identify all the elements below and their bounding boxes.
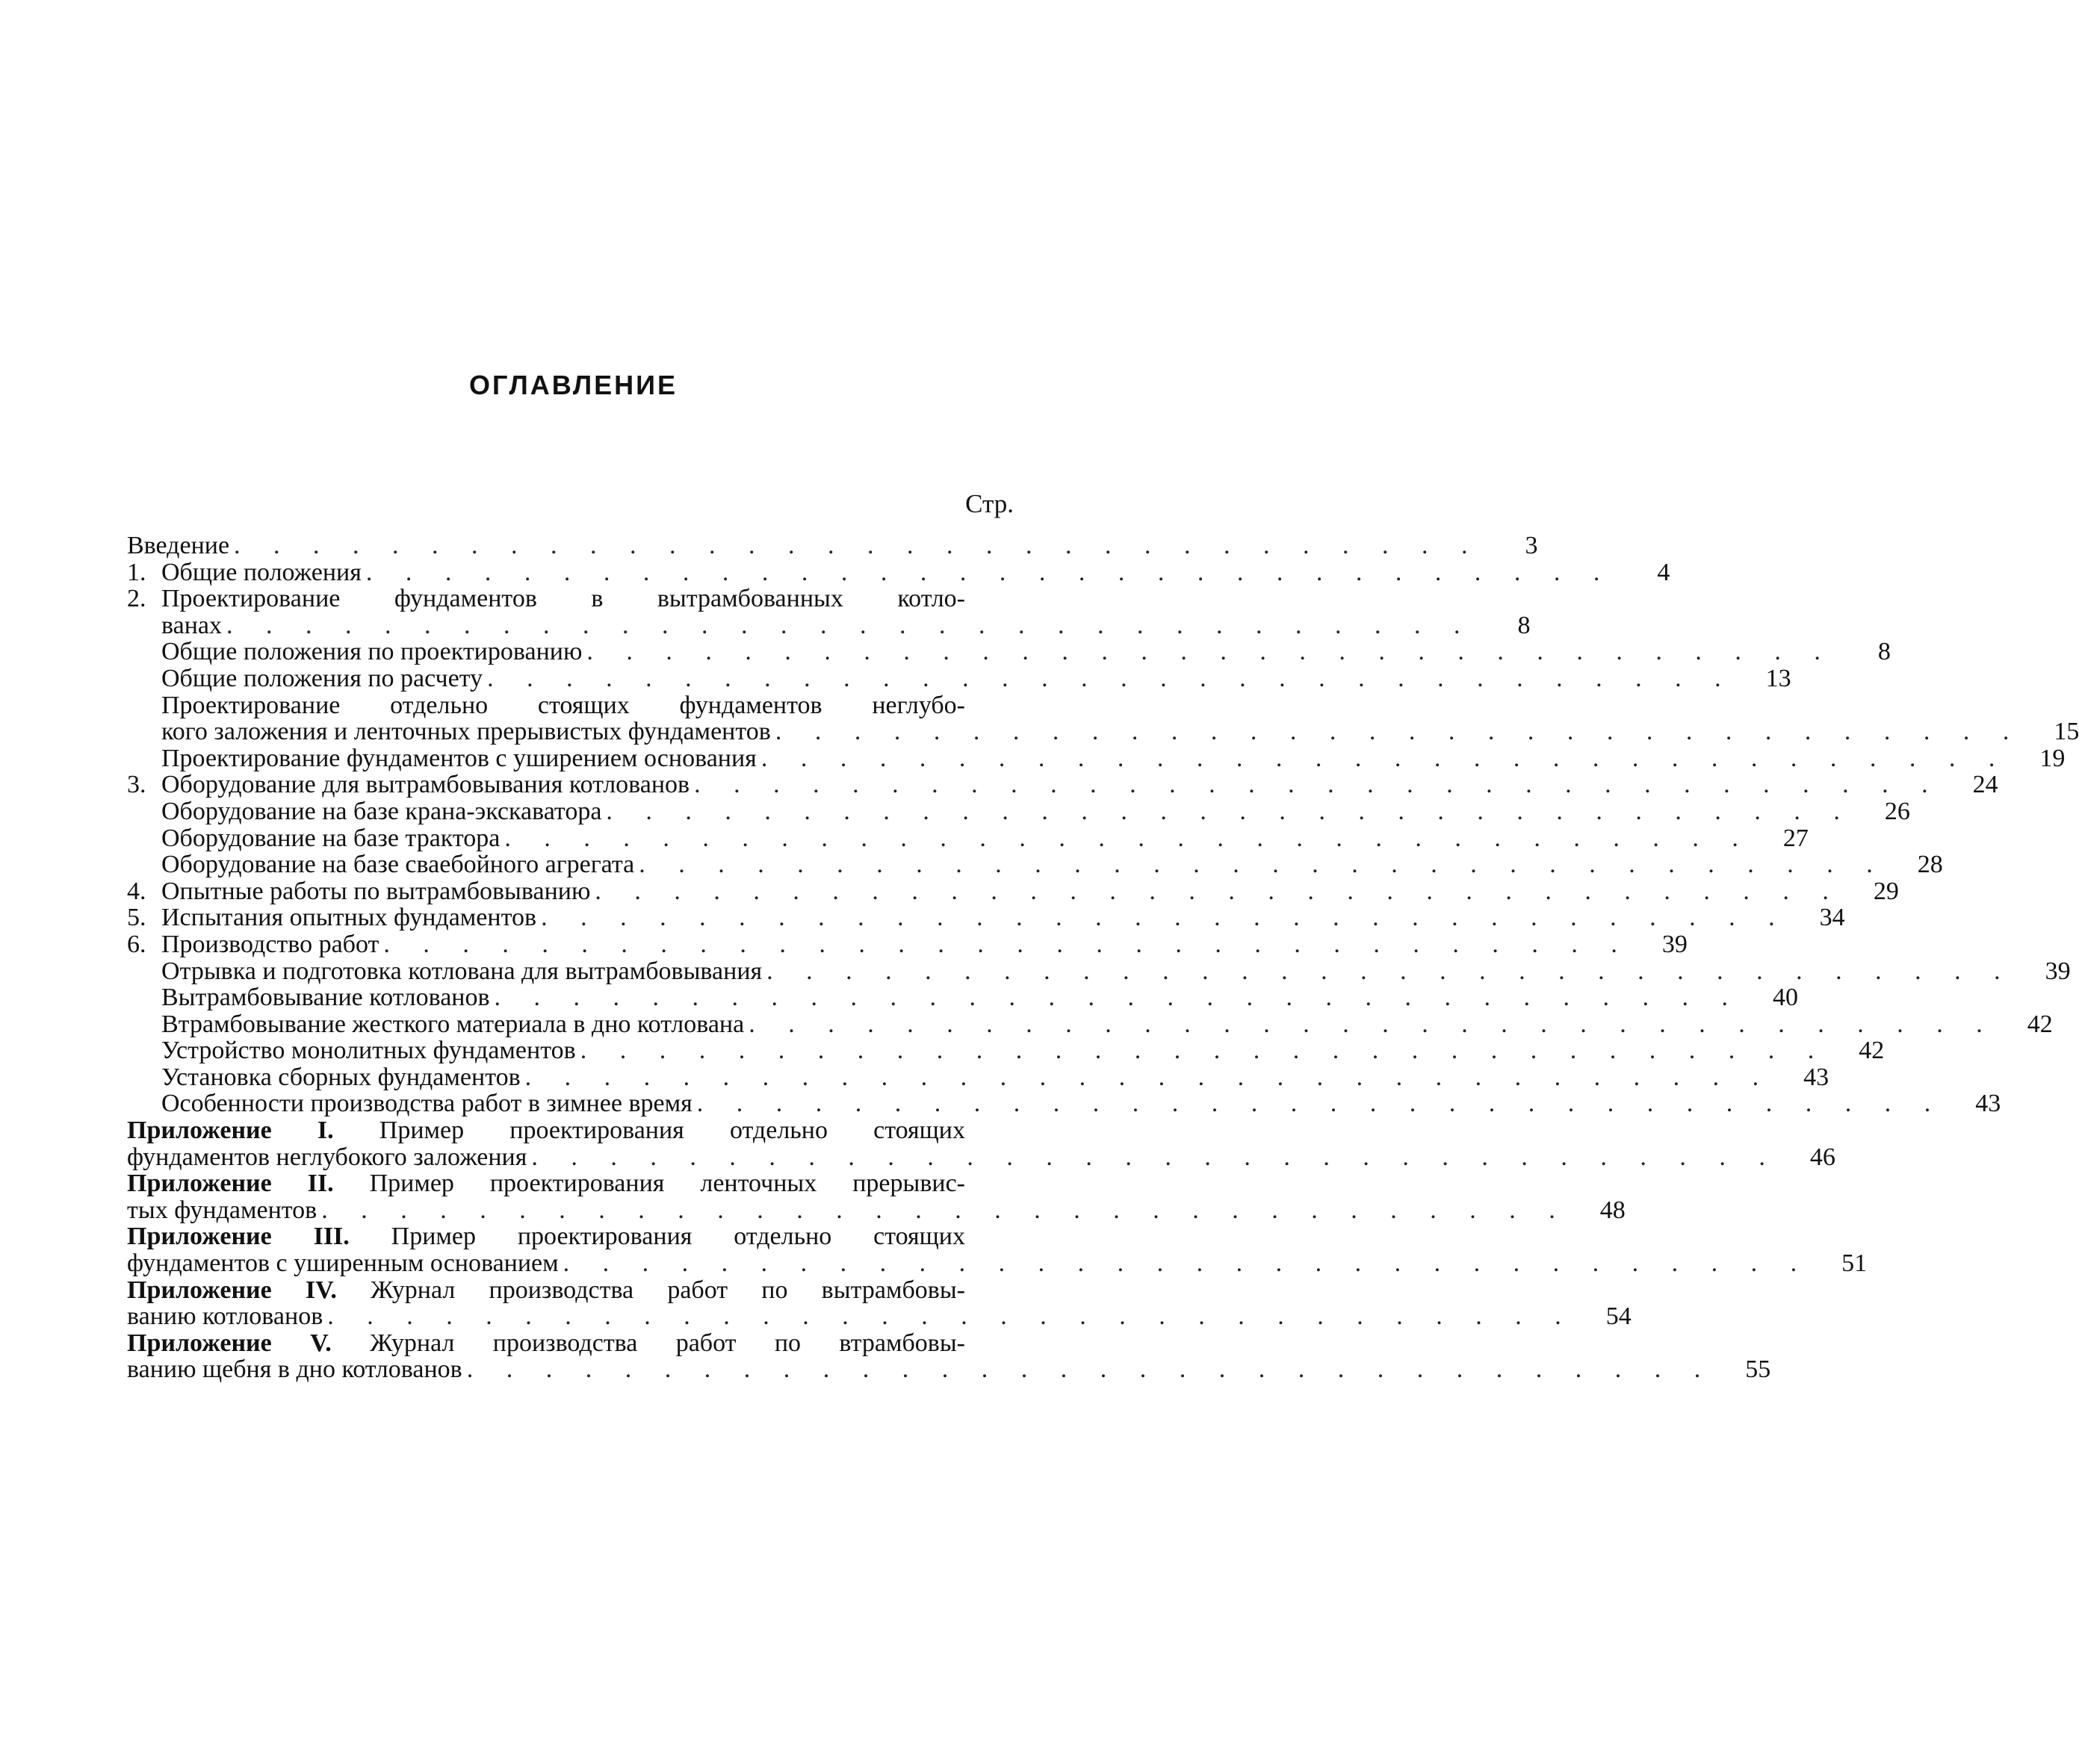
toc-entry-number: 5. <box>127 904 146 932</box>
toc-entry-title: Общие положения по расчету <box>161 664 483 692</box>
toc-page-number: 29 <box>1873 877 1899 905</box>
toc-entry-line <box>127 957 2071 985</box>
toc-page-number: 8 <box>1877 638 1891 666</box>
toc-entry <box>127 1063 1829 1091</box>
toc-entry-text <box>161 1064 521 1091</box>
toc-entry-line <box>127 1249 1868 1278</box>
toc-page-number: 46 <box>1809 1143 1835 1171</box>
dot-leader: . . . . . . . . . . . . . . . . . . . . . . . . . . . . . . . . <box>234 532 1481 559</box>
toc-entry-title: Пример проектирования отдельно стоящих <box>333 1117 965 1145</box>
dot-leader: . . . . . . . . . . . . . . . . . . . . . . . . . . . . . . . . <box>541 904 1788 932</box>
toc-entry-title: фундаментов неглубокого заложения <box>127 1143 527 1171</box>
toc-entry <box>127 691 2079 746</box>
toc-entry <box>127 824 1809 852</box>
dot-leader: . . . . . . . . . . . . . . . . . . . . . . . . . . . . . . . . <box>595 877 1842 905</box>
toc-entry-title: ванию щебня в дно котлованов <box>127 1355 462 1384</box>
toc-entry-text <box>127 1117 965 1144</box>
toc-entry <box>127 957 2071 985</box>
toc-entry-title: ванию котлованов <box>127 1302 323 1331</box>
toc-page-number: 24 <box>1972 771 1998 799</box>
toc-entry <box>127 930 1688 958</box>
toc-entry-line <box>127 744 2066 772</box>
toc-entry-title: Оборудование на базе крана-экскаватора <box>161 797 602 825</box>
toc-entry-line <box>127 718 2079 746</box>
toc-entry-text <box>161 692 965 719</box>
toc-entry-title: Пример проектирования отдельно стоящих <box>349 1223 966 1251</box>
toc-entry-line <box>127 1223 1017 1250</box>
toc-entry-line <box>127 532 1538 559</box>
toc-page-number: 4 <box>1657 558 1670 586</box>
toc-entry-text <box>127 1277 965 1304</box>
toc-page-number: 48 <box>1599 1196 1626 1224</box>
dot-leader: . . . . . . . . . . . . . . . . . . . . . . . . . . . . . . . . <box>327 1302 1575 1331</box>
toc-entry-text <box>161 771 690 798</box>
toc-entry-text <box>161 639 582 665</box>
toc-page-number: 55 <box>1745 1355 1771 1384</box>
toc-entry-title: Журнал производства работ по вытрамбовы- <box>336 1276 965 1304</box>
toc-entry-title: Общие положения по проектированию <box>161 638 583 666</box>
toc-entry <box>127 771 1998 799</box>
toc-entry-text <box>161 904 536 931</box>
dot-leader: . . . . . . . . . . . . . . . . . . . . . . . . . . . . . . . . <box>606 797 1853 825</box>
appendix-label: Приложение III. <box>127 1223 350 1251</box>
toc-entry <box>127 558 1670 586</box>
toc-entry <box>127 744 2066 772</box>
toc-entry-title: Установка сборных фундаментов <box>161 1063 521 1091</box>
toc-page-number: 3 <box>1525 532 1538 559</box>
toc-entry-text <box>161 586 965 612</box>
toc-entry-line <box>127 771 1998 799</box>
toc-entry-title: тых фундаментов <box>127 1196 317 1224</box>
toc-entry <box>127 1010 2053 1038</box>
toc-page-number: 39 <box>2045 957 2071 985</box>
toc-entry-text <box>127 1197 317 1224</box>
toc-entry-text <box>161 931 379 958</box>
toc-entry-line <box>127 692 1017 719</box>
dot-leader: . . . . . . . . . . . . . . . . . . . . . . . . . . . . . . . . <box>749 1010 1996 1038</box>
appendix-label: Приложение IV. <box>127 1276 337 1304</box>
toc-entry-number: 3. <box>127 771 146 799</box>
toc-page-number: 28 <box>1917 851 1943 879</box>
toc-entry-title: Вытрамбовывание котлованов <box>161 984 490 1012</box>
toc-entry-text <box>127 1330 965 1357</box>
appendix-label: Приложение V. <box>127 1329 332 1357</box>
toc-entry-title: фундаментов с уширенным основанием <box>127 1249 559 1278</box>
toc-entry-title: Оборудование для вытрамбовывания котлованов <box>161 771 690 799</box>
toc-entry-title: Особенности производства работ в зимнее время <box>161 1090 693 1118</box>
toc-entry-text <box>161 1011 744 1038</box>
appendix-label: Приложение I. <box>127 1117 334 1145</box>
toc-entry <box>127 1090 2001 1118</box>
toc-entry <box>127 984 1799 1012</box>
toc-entry-text <box>161 984 490 1011</box>
dot-leader: . . . . . . . . . . . . . . . . . . . . . . . . . . . . . . . . <box>365 558 1614 586</box>
toc-entry <box>127 1223 1868 1278</box>
toc-entry <box>127 585 1531 639</box>
toc-entry-text <box>127 1170 965 1197</box>
toc-entry-title: Оборудование на базе сваебойного агрегата <box>161 851 635 879</box>
toc-entry-title: Общие положения <box>161 558 362 586</box>
toc-entry-number: 2. <box>127 585 146 613</box>
toc-page-number: 51 <box>1841 1249 1868 1278</box>
toc-entry-line <box>127 1117 1017 1144</box>
toc-entry-text <box>161 958 762 985</box>
toc-entry-line <box>127 611 1531 639</box>
toc-entry-text <box>127 1144 527 1171</box>
appendix-label: Приложение II. <box>127 1170 334 1198</box>
dot-leader: . . . . . . . . . . . . . . . . . . . . . . . . . . . . . . . . <box>466 1355 1714 1384</box>
toc-entry-text <box>127 532 229 559</box>
toc-entry <box>127 797 1910 825</box>
toc-entry-title: Отрывка и подготовка котлована для вытрамбовывания <box>161 957 763 985</box>
toc-entry-number: 1. <box>127 558 146 586</box>
toc-page-number: 42 <box>2027 1010 2053 1038</box>
dot-leader: . . . . . . . . . . . . . . . . . . . . . . . . . . . . . . . . <box>766 957 2014 985</box>
toc-entry-text <box>161 745 757 772</box>
toc-entry-line <box>127 1090 2001 1118</box>
toc-entry-title: Производство работ <box>161 930 379 958</box>
toc-entry-line <box>127 1277 1017 1304</box>
toc-entry-line <box>127 664 1791 692</box>
toc-entry-title: кого заложения и ленточных прерывистых фундаментов <box>161 718 771 746</box>
toc-entry-text <box>161 718 771 745</box>
toc-entry-line <box>127 1196 1626 1224</box>
toc-entry-line <box>127 1355 1771 1384</box>
toc-entry-line <box>127 1010 2053 1038</box>
toc-entry-line <box>127 851 1943 879</box>
dot-leader: . . . . . . . . . . . . . . . . . . . . . . . . . . . . . . . . <box>487 664 1735 692</box>
toc-entry-line <box>127 1302 1632 1331</box>
toc-entry-line <box>127 638 1891 666</box>
toc-page-number: 19 <box>2039 744 2066 772</box>
dot-leader: . . . . . . . . . . . . . . . . . . . . . . . . . . . . . . . . <box>504 824 1752 852</box>
dot-leader: . . . . . . . . . . . . . . . . . . . . . . . . . . . . . . . . <box>531 1143 1779 1171</box>
toc-page-number: 54 <box>1605 1302 1632 1331</box>
dot-leader: . . . . . . . . . . . . . . . . . . . . . . . . . . . . . . . . <box>383 930 1631 958</box>
toc-entry <box>127 1170 1626 1224</box>
toc-entry-title: Испытания опытных фундаментов <box>161 904 537 932</box>
toc-entry-title: Введение <box>127 532 230 559</box>
toc-entry-title: Проектирование фундаментов в вытрамбованных котло- <box>161 585 965 613</box>
toc-entry <box>127 664 1791 692</box>
toc-entry-text <box>161 878 590 905</box>
toc-entry-title: Втрамбовывание жесткого материала в дно котлована <box>161 1010 745 1038</box>
toc-entry-text <box>161 612 222 639</box>
toc-entry-text <box>161 825 500 852</box>
toc-entry <box>127 532 1538 559</box>
page-column-label: Стр. <box>965 489 1014 518</box>
toc-entry-text <box>127 1250 559 1277</box>
toc-entry-line <box>127 984 1799 1012</box>
toc-entry-line <box>127 904 1845 932</box>
toc-entry-title: Проектирование отдельно стоящих фундаментов неглубо- <box>161 691 965 719</box>
toc-entry-text <box>161 559 362 586</box>
toc-entry <box>127 1329 1771 1384</box>
toc-entry-title: Оборудование на базе трактора <box>161 824 501 852</box>
toc-entry-line <box>127 1063 1829 1091</box>
toc-entry-line <box>127 797 1910 825</box>
dot-leader: . . . . . . . . . . . . . . . . . . . . . . . . . . . . . . . . <box>760 744 2009 772</box>
toc-page-number: 42 <box>1859 1037 1885 1065</box>
toc-entry-title: Журнал производства работ по втрамбовы- <box>331 1329 965 1357</box>
toc-entry-line <box>127 586 1017 612</box>
toc-entry-title: Пример проектирования ленточных прерывис- <box>333 1170 965 1198</box>
toc-entry <box>127 1037 1885 1065</box>
toc-entry <box>127 877 1899 905</box>
toc-page-number: 15 <box>2054 718 2079 746</box>
toc-entry-number: 4. <box>127 877 146 905</box>
toc-entry-line <box>127 824 1809 852</box>
toc-entry <box>127 638 1891 666</box>
toc-entry-number: 6. <box>127 930 146 958</box>
toc-page-number: 39 <box>1661 930 1688 958</box>
toc-page-number: 40 <box>1773 984 1799 1012</box>
toc-entry <box>127 851 1943 879</box>
toc-entry-text <box>127 1356 462 1383</box>
dot-leader: . . . . . . . . . . . . . . . . . . . . . . . . . . . . . . . . <box>694 771 1942 799</box>
toc-entry-line <box>127 1330 1017 1357</box>
toc-entry-text <box>127 1223 965 1250</box>
toc-entry-text <box>161 1037 576 1064</box>
toc-entry-title: ванах <box>161 611 222 639</box>
toc-entry-line <box>127 1170 1017 1197</box>
toc-entry-line <box>127 558 1670 586</box>
dot-leader: . . . . . . . . . . . . . . . . . . . . . . . . . . . . . . . . <box>696 1090 1945 1118</box>
toc-entry-text <box>161 1090 693 1117</box>
dot-leader: . . . . . . . . . . . . . . . . . . . . . . . . . . . . . . . . <box>775 718 2023 746</box>
dot-leader: . . . . . . . . . . . . . . . . . . . . . . . . . . . . . . . . <box>321 1196 1569 1224</box>
toc-entry-line <box>127 877 1899 905</box>
toc-page-number: 8 <box>1517 611 1531 639</box>
dot-leader: . . . . . . . . . . . . . . . . . . . . . . . . . . . . . . . . <box>494 984 1742 1012</box>
dot-leader: . . . . . . . . . . . . . . . . . . . . . . . . . . . . . . . . <box>639 851 1886 879</box>
toc-entry-text <box>127 1303 323 1330</box>
toc-entry-line <box>127 930 1688 958</box>
dot-leader: . . . . . . . . . . . . . . . . . . . . . . . . . . . . . . . . <box>563 1249 1811 1278</box>
toc-page-number: 43 <box>1975 1090 2001 1118</box>
toc-page-number: 34 <box>1819 904 1845 932</box>
toc-entry-title: Проектирование фундаментов с уширением основания <box>161 744 757 772</box>
table-of-contents <box>127 532 2079 1384</box>
toc-entry <box>127 1276 1632 1331</box>
toc-entry-title: Устройство монолитных фундаментов <box>161 1037 576 1065</box>
toc-entry-text <box>161 798 601 825</box>
toc-entry-line <box>127 1143 1835 1171</box>
dot-leader: . . . . . . . . . . . . . . . . . . . . . . . . . . . . . . . . <box>580 1037 1828 1065</box>
dot-leader: . . . . . . . . . . . . . . . . . . . . . . . . . . . . . . . . <box>524 1063 1773 1091</box>
page-title: ОГЛАВЛЕНИЕ <box>468 370 678 400</box>
dot-leader: . . . . . . . . . . . . . . . . . . . . . . . . . . . . . . . . <box>226 611 1474 639</box>
toc-page-number: 13 <box>1765 664 1791 692</box>
toc-entry-title: Опытные работы по вытрамбовыванию <box>161 877 591 905</box>
toc-page-number: 43 <box>1803 1063 1829 1091</box>
toc-entry-line <box>127 1037 1885 1065</box>
toc-entry <box>127 1117 1835 1171</box>
dot-leader: . . . . . . . . . . . . . . . . . . . . . . . . . . . . . . . . <box>586 638 1834 666</box>
toc-entry <box>127 904 1845 932</box>
toc-page-number: 26 <box>1884 797 1910 825</box>
toc-entry-text <box>161 851 634 878</box>
toc-entry-text <box>161 665 483 692</box>
toc-page-number: 27 <box>1782 824 1809 852</box>
